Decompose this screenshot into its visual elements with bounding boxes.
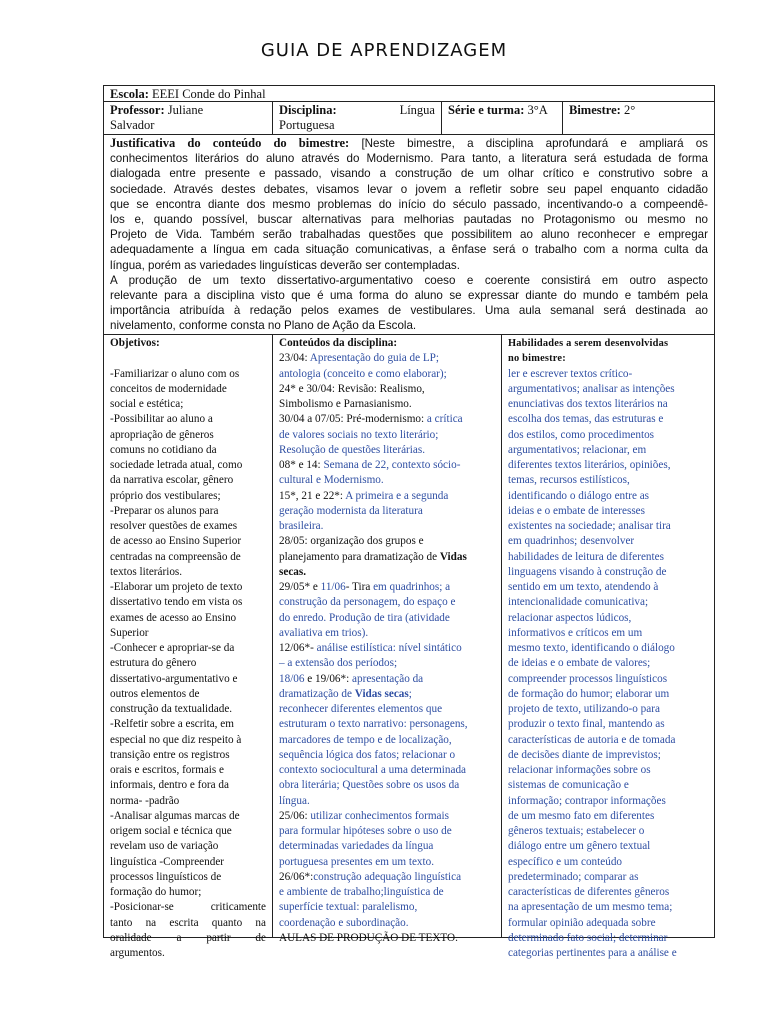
learning-guide-table — [103, 85, 715, 959]
content-segment: e 19/06*: — [304, 672, 353, 685]
discipline-cell — [273, 102, 442, 135]
skill-line: características de autoria e de tomada — [508, 733, 676, 746]
content-line — [279, 672, 495, 687]
objective-line: -Analisar algumas marcas de — [110, 809, 240, 822]
skill-line: sistemas de comunicação e — [508, 779, 629, 792]
content-segment: avaliativa em trios). — [279, 626, 369, 639]
content-segment: 28/05: organização dos grupos e — [279, 535, 424, 548]
content-line — [279, 748, 495, 763]
content-line — [279, 778, 495, 793]
objectives-column — [104, 335, 273, 959]
skill-line: na apresentação de um mesmo tema; — [508, 901, 673, 914]
skill-line: produzir o texto final, mantendo as — [508, 718, 665, 731]
content-segment: de valores sociais no texto literário; — [279, 428, 439, 441]
content-line — [279, 626, 495, 641]
content-segment: Semana de 22, contexto sócio- — [323, 459, 461, 471]
serie-label: Série e turma: — [448, 103, 525, 117]
skill-line: de um mesmo fato em diferentes — [508, 809, 655, 822]
skills-list — [508, 367, 708, 962]
objective-line: norma- -padrão — [110, 794, 180, 807]
content-segment: construção da personagem, do espaço e — [279, 596, 456, 609]
content-segment: contexto sociocultural a uma determinada — [279, 764, 467, 776]
content-segment: análise estilística: nível sintático — [316, 642, 462, 654]
skill-line: formular opinião adequada sobre — [508, 916, 656, 929]
skill-line: informativos e críticos em um — [508, 626, 643, 639]
serie-cell — [442, 102, 563, 135]
skill-line: predeterminado; comparar as — [508, 870, 639, 883]
objective-line: origem social e técnica que — [110, 825, 232, 837]
skill-line: determinado fato social; determinar — [508, 931, 668, 944]
skill-line: de ideias e o embate de valores; — [508, 657, 651, 670]
content-line — [279, 809, 495, 824]
content-segment: portuguesa presentes em um texto. — [279, 855, 435, 868]
skill-line: informação; contrapor informações — [508, 794, 666, 807]
content-segment: 26/06*: — [279, 870, 314, 883]
content-segment: estruturam o texto narrativo: personagens, — [279, 718, 468, 731]
content-segment: secas. — [279, 565, 307, 578]
objective-line: exames de acesso ao Ensino — [110, 611, 237, 624]
content-segment: 11/06 — [320, 581, 346, 593]
skill-line: características de diferentes gêneros — [508, 886, 670, 898]
content-segment: para formular hipóteses sobre o uso de — [279, 825, 452, 837]
objective-line: estrutura do gênero — [110, 657, 197, 670]
objective-line: processos linguísticos de — [110, 870, 222, 883]
professor-value-first: Juliane — [164, 103, 204, 117]
content-segment: 30/04 a 07/05: Pré-modernismo: — [279, 413, 427, 426]
bimestre-cell — [563, 102, 714, 135]
objective-line: -Familiarizar o aluno com os — [110, 367, 240, 380]
contents-column — [273, 335, 502, 944]
content-line — [279, 687, 495, 702]
objective-line: outros elementos de — [110, 687, 200, 700]
content-segment: brasileira. — [279, 520, 324, 532]
content-line — [279, 397, 495, 412]
objective-line: orais e escritos, formais e — [110, 764, 225, 776]
justification-line: que se encontra diante dos mesmo problemas do início do século passado, incentivando-o a compeendê- — [110, 197, 708, 211]
professor-label: Professor: — [110, 103, 165, 117]
skill-line: projeto de texto, utilizando-o para — [508, 703, 660, 715]
content-segment: 18/06 — [279, 672, 305, 685]
content-segment: 24* e 30/04: Revisão: Realismo, — [279, 382, 425, 395]
skill-line: temas, recursos estilísticos, — [508, 474, 630, 487]
skill-line: compreender processos linguísticos — [508, 672, 668, 685]
skill-line: específico e um conteúdo — [508, 855, 623, 868]
skill-line: mesmo texto, identificando o diálogo — [508, 642, 675, 654]
content-line — [279, 504, 495, 519]
content-segment: coordenação e subordinação. — [279, 916, 409, 929]
objective-line: de acesso ao Ensino Superior — [110, 535, 242, 548]
content-line — [279, 519, 495, 534]
professor-value-last: Salvador — [110, 117, 155, 132]
objective-line: textos literários. — [110, 565, 183, 578]
objective-line: dissertativo tendo em vista os — [110, 596, 243, 609]
objective-line: informais, dentro e fora da — [110, 779, 229, 792]
justification-label: Justificativa do conteúdo do bimestre: — [110, 136, 350, 150]
content-segment: reconhecer diferentes elementos que — [279, 703, 443, 715]
content-line — [279, 428, 495, 443]
content-line — [279, 900, 495, 915]
content-segment: geração modernista da literatura — [279, 504, 423, 517]
content-segment: - Tira — [345, 581, 374, 593]
content-line — [279, 885, 495, 900]
content-segment: Apresentação do guia de LP; — [309, 352, 440, 365]
skill-line: linguagens visando à construção de — [508, 565, 667, 578]
skill-line: identificando o diálogo entre as — [508, 489, 650, 502]
skill-line: em quadrinhos; desenvolver — [508, 535, 635, 548]
justification-line: A produção de um texto dissertativo-argumentativo coeso e coerente consistirá em outro aspecto — [110, 273, 708, 287]
content-segment: construção adequação linguística — [313, 870, 462, 883]
skill-line: enunciativas dos textos literários na — [508, 398, 668, 410]
discipline-label: Disciplina: — [279, 103, 337, 117]
content-segment: Produção de tira (atividade — [329, 611, 450, 624]
content-segment: e ambiente de trabalho;linguística de — [279, 886, 444, 898]
objective-line: construção da textualidade. — [110, 703, 233, 715]
objective-line: linguística -Compreender — [110, 855, 225, 868]
content-line — [279, 351, 495, 366]
content-line — [279, 855, 495, 870]
content-segment: AULAS DE PRODUÇÃO DE TEXTO. — [279, 931, 458, 944]
objectives-list — [110, 351, 266, 961]
skills-heading-cont: no bimestre: — [508, 353, 566, 365]
content-segment: Vidas secas — [354, 687, 409, 700]
objective-line: revelam uso de variação — [110, 840, 219, 853]
content-line — [279, 870, 495, 885]
justification-line: relevante para a disciplina visto que é uma forma do aluno se expressar diante do mundo e também pela — [110, 289, 708, 303]
objective-line: oralidade a partir de — [110, 931, 266, 944]
content-segment: 25/06: — [279, 809, 311, 822]
objective-line: tanto na escrita quanto na — [110, 916, 266, 929]
content-segment: Questões sobre os usos da — [342, 779, 460, 792]
content-line — [279, 367, 495, 382]
content-line — [279, 382, 495, 397]
skill-line: habilidades de leitura de diferentes — [508, 550, 664, 563]
content-segment: 29/05* e — [279, 581, 321, 593]
objective-line: formação do humor; — [110, 886, 202, 898]
justification-line: sociedade. Através destes debates, visamos levar o jovem a refletir sobre seu papel enquanto cidadão — [110, 182, 708, 196]
objective-line: -Posicionar-se criticamente — [110, 901, 266, 914]
content-line — [279, 641, 495, 656]
content-line — [279, 916, 495, 931]
page-title: GUIA DE APRENDIZAGEM — [260, 40, 508, 61]
content-line — [279, 656, 495, 671]
justification-line: los e, quando possível, buscar alternativas para melhorias pautadas no Protagonismo ou mesmo no — [110, 213, 708, 227]
objective-line: da narrativa escolar, gênero — [110, 474, 234, 487]
skill-line: ideias e o embate de interesses — [508, 504, 645, 517]
content-line — [279, 550, 495, 565]
content-segment: Simbolismo e Parnasianismo. — [279, 398, 412, 410]
skill-line: dos estilos, como procedimentos — [508, 428, 655, 441]
content-segment: ; — [408, 687, 412, 700]
content-line — [279, 839, 495, 854]
skill-line: de formação do humor; elaborar um — [508, 687, 670, 700]
content-line — [279, 702, 495, 717]
content-line — [279, 473, 495, 488]
content-line — [279, 565, 495, 580]
skill-line: diálogo entre um gênero textual — [508, 840, 651, 853]
content-line — [279, 580, 495, 595]
objective-line: resolver questões de exames — [110, 520, 238, 532]
content-segment: em quadrinhos; a — [373, 581, 451, 593]
skill-line: categorias pertinentes para a análise e — [508, 947, 677, 959]
content-segment: 12/06*- — [279, 642, 317, 654]
skill-line: escolha dos temas, das estruturas e — [508, 413, 664, 426]
contents-list — [279, 351, 495, 946]
content-line — [279, 794, 495, 809]
content-segment: a crítica — [426, 413, 463, 426]
justification-line: nivelamento, conforme consta no Plano de Ação da Escola. — [110, 319, 417, 333]
objective-line: -Elaborar um projeto de texto — [110, 581, 243, 593]
content-line — [279, 763, 495, 778]
content-line — [279, 412, 495, 427]
objective-line: apropriação de gêneros — [110, 428, 214, 441]
content-line — [279, 489, 495, 504]
content-segment: sequência lógica dos fatos; relacionar o — [279, 748, 456, 761]
content-line — [279, 824, 495, 839]
objective-line: próprio dos vestibulares; — [110, 489, 221, 502]
content-segment: apresentação da — [352, 672, 424, 685]
content-line — [279, 931, 495, 946]
objective-line: sociedade letrada atual, como — [110, 459, 243, 471]
skill-line: gêneros textuais; estabelecer o — [508, 825, 645, 837]
objective-line: centradas na compreensão de — [110, 550, 241, 563]
justification-line: [Neste bimestre, a disciplina aprofundará e ampliará os — [349, 137, 708, 150]
objective-line — [110, 351, 266, 366]
content-segment: Resolução de questões literárias. — [279, 443, 426, 456]
objective-line: comuns no cotidiano da — [110, 443, 217, 456]
justification-line: Projeto de Vida. Também serão trabalhadas questões que possibilitem ao aluno reconhecer e empregar — [110, 228, 708, 242]
objectives-heading: Objetivos: — [110, 337, 160, 349]
skill-line: intencionalidade comunicativa; — [508, 596, 649, 609]
justification-line: conhecimentos literários do aluno através do Modernismo. Para tanto, a literatura será estudada de forma — [110, 152, 708, 166]
objective-line: -Conhecer e apropriar-se da — [110, 642, 235, 654]
content-segment: marcadores de tempo e de localização, — [279, 733, 452, 746]
discipline-value-first: Língua — [399, 103, 435, 117]
content-line — [279, 595, 495, 610]
objective-line: -Preparar os alunos para — [110, 504, 219, 517]
justification-line: língua, porém as variedades linguísticas deverão ser contempladas. — [110, 258, 460, 272]
content-segment: obra literária; — [279, 779, 343, 792]
objective-line: social e estética; — [110, 398, 184, 410]
content-segment: 23/04: — [279, 352, 310, 365]
skill-line: relacionar aspectos lúdicos, — [508, 611, 632, 624]
content-segment: língua. — [279, 794, 310, 807]
justification-line: importância atribuída à redação pelos exames de vestibulares. Uma aula semanal será destinada ao — [110, 304, 708, 318]
objective-line: -Relfetir sobre a escrita, em — [110, 718, 234, 731]
content-line — [279, 733, 495, 748]
bimestre-value: 2° — [620, 103, 636, 117]
skill-line: de decisões diante de imprevistos; — [508, 748, 661, 761]
content-segment: 08* e 14: — [279, 459, 324, 471]
discipline-value-last: Portuguesa — [279, 117, 335, 132]
content-segment: do enredo. — [279, 611, 330, 624]
skill-line: ler e escrever textos crítico- — [508, 367, 633, 380]
school-value: EEEI Conde do Pinhal — [148, 87, 266, 101]
content-segment: Vidas — [439, 550, 467, 563]
objective-line: especial no que diz respeito à — [110, 733, 242, 746]
skills-heading: Habilidades a serem desenvolvidas — [508, 338, 669, 349]
content-segment: superfície textual: paralelismo, — [279, 901, 418, 914]
objective-line: -Possibilitar ao aluno a — [110, 413, 213, 426]
content-segment: 15*, 21 e 22*: — [279, 489, 346, 502]
objective-line: dissertativo-argumentativo e — [110, 672, 238, 685]
professor-cell — [104, 102, 273, 135]
content-line — [279, 611, 495, 626]
school-label: Escola: — [110, 87, 149, 101]
skill-line: diferentes textos literários, opiniões, — [508, 459, 671, 471]
skill-line: existentes na sociedade; analisar tira — [508, 520, 671, 532]
justification-line: adequadamente a língua em cada situação comunicativas, a ênfase será o trabalho com a norma culta da — [110, 243, 708, 257]
content-line — [279, 534, 495, 549]
objective-line: Superior — [110, 626, 149, 639]
content-line — [279, 443, 495, 458]
content-segment: dramatização de — [279, 687, 355, 700]
content-segment: A primeira e a segunda — [345, 489, 449, 502]
justification-line: dialogada entre presente e passado, visando a construção de um olhar crítico e construtivo sobre a — [110, 167, 708, 181]
skills-column — [502, 335, 714, 959]
content-segment: – a extensão dos períodos; — [279, 657, 398, 670]
contents-heading: Conteúdos da disciplina: — [279, 337, 398, 349]
serie-value: 3°A — [524, 103, 548, 117]
content-segment: cultural e Modernismo. — [279, 474, 384, 487]
justification-cell — [104, 135, 714, 335]
objective-line: argumentos. — [110, 947, 165, 959]
objective-line: transição entre os registros — [110, 748, 230, 761]
skill-line: sentido em um texto, atendendo à — [508, 581, 659, 593]
school-row — [104, 86, 714, 102]
content-segment: antologia (conceito e como elaborar); — [279, 367, 447, 380]
skill-line: relacionar informações sobre os — [508, 764, 651, 776]
content-segment: utilizar conhecimentos formais — [310, 809, 449, 822]
skill-line: argumentativos; analisar as intenções — [508, 382, 675, 395]
bimestre-label: Bimestre: — [569, 103, 621, 117]
content-line — [279, 458, 495, 473]
skill-line: argumentativos; relacionar, em — [508, 443, 647, 456]
content-segment: planejamento para dramatização de — [279, 550, 440, 563]
objective-line: conceitos de modernidade — [110, 382, 227, 395]
content-line — [279, 717, 495, 732]
content-segment: determinadas variedades da língua — [279, 840, 434, 853]
